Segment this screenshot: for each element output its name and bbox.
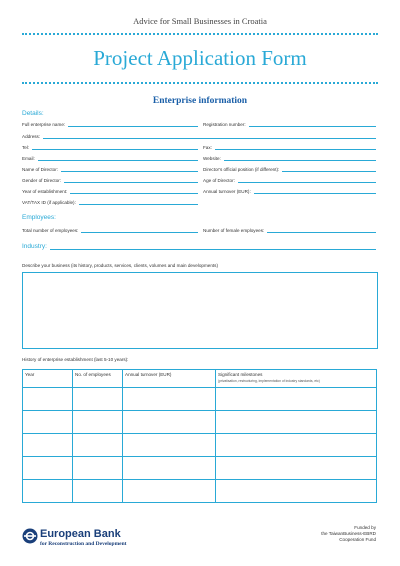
field-female-employees[interactable]: Number of female employees:	[203, 227, 376, 233]
field-line	[68, 121, 198, 127]
table-cell[interactable]	[123, 434, 216, 457]
col-employees: No. of employees	[73, 370, 123, 388]
funder-line-2: Cooperation Fund	[339, 537, 376, 542]
col-turnover: Annual turnover (EUR)	[123, 370, 216, 388]
field-line	[38, 155, 198, 161]
field-line	[64, 177, 198, 183]
field-line	[79, 199, 198, 205]
funder-line-1: the TaiwanBusiness-EBRD	[321, 531, 376, 536]
field-line	[43, 133, 376, 139]
field-address[interactable]: Address:	[22, 133, 376, 139]
field-director-name[interactable]: Name of Director:	[22, 166, 198, 172]
table-row	[23, 457, 377, 480]
field-line	[282, 166, 376, 172]
field-fax[interactable]: Fax:	[203, 144, 376, 150]
business-description-box[interactable]	[22, 272, 378, 349]
field-tel[interactable]: Tel:	[22, 144, 198, 150]
table-cell[interactable]	[216, 457, 377, 480]
table-header-row	[23, 370, 377, 388]
funding-note	[256, 525, 376, 543]
table-cell[interactable]	[123, 411, 216, 434]
table-cell[interactable]	[123, 480, 216, 503]
field-line	[238, 177, 376, 183]
field-total-employees[interactable]: Total number of employees:	[22, 227, 198, 233]
field-line	[224, 155, 376, 161]
field-line	[32, 144, 198, 150]
field-director-position[interactable]: Director's official position (if different):	[203, 166, 376, 172]
funded-by-label: Funded by	[354, 525, 376, 530]
field-line	[61, 166, 198, 172]
table-cell[interactable]	[73, 411, 123, 434]
col-milestones: Significant milestones (privatisation, restructuring, implementation of industry standards, etc)	[216, 370, 377, 388]
table-cell[interactable]	[23, 388, 73, 411]
table-cell[interactable]	[216, 388, 377, 411]
field-line	[215, 144, 376, 150]
history-label: History of enterprise establishment (last 5-10 years):	[22, 357, 129, 362]
field-line	[70, 188, 198, 194]
field-vat-id[interactable]: VAT/TAX ID (if applicable):	[22, 199, 198, 205]
bank-name: European Bank	[40, 528, 121, 540]
page-title: Project Application Form	[93, 46, 307, 70]
field-full-name[interactable]: Full enterprise name:	[22, 121, 198, 127]
field-line	[50, 244, 376, 250]
ebrd-logo-icon	[22, 527, 38, 545]
table-cell[interactable]	[73, 388, 123, 411]
table-cell[interactable]	[123, 388, 216, 411]
table-cell[interactable]	[73, 480, 123, 503]
field-line	[81, 227, 198, 233]
table-cell[interactable]	[23, 480, 73, 503]
bank-subtitle: for Reconstruction and Development	[40, 541, 127, 547]
table-row	[23, 411, 377, 434]
field-director-age[interactable]: Age of Director:	[203, 177, 376, 183]
history-table	[22, 369, 377, 503]
field-year-established[interactable]: Year of establishment:	[22, 188, 198, 194]
table-cell[interactable]	[23, 434, 73, 457]
field-industry[interactable]: Industry:	[22, 243, 376, 250]
section-subtitle: Enterprise information	[152, 96, 248, 106]
business-description-label: Describe your business (its history, products, services, clients, volumes and main developments)	[22, 263, 218, 268]
divider-bottom	[22, 82, 378, 84]
table-row	[23, 480, 377, 503]
table-cell[interactable]	[73, 457, 123, 480]
table-cell[interactable]	[123, 457, 216, 480]
field-website[interactable]: Website:	[203, 155, 376, 161]
field-line	[267, 227, 376, 233]
table-cell[interactable]	[73, 434, 123, 457]
table-cell[interactable]	[216, 411, 377, 434]
header-advice: Advice for Small Businesses in Croatia	[133, 16, 267, 26]
field-line	[254, 188, 376, 194]
field-director-gender[interactable]: Gender of Director:	[22, 177, 198, 183]
field-registration-number[interactable]: Registration number:	[203, 121, 376, 127]
col-year: Year	[23, 370, 73, 388]
employees-heading: Employees:	[22, 214, 56, 221]
table-cell[interactable]	[216, 434, 377, 457]
table-cell[interactable]	[216, 480, 377, 503]
field-line	[249, 121, 376, 127]
milestones-note: (privatisation, restructuring, implementation of industry standards, etc)	[218, 379, 320, 383]
field-annual-turnover[interactable]: Annual turnover (EUR):	[203, 188, 376, 194]
table-row	[23, 388, 377, 411]
table-cell[interactable]	[23, 457, 73, 480]
table-row	[23, 434, 377, 457]
details-heading: Details:	[22, 110, 44, 117]
field-email[interactable]: Email:	[22, 155, 198, 161]
table-cell[interactable]	[23, 411, 73, 434]
divider-top	[22, 33, 378, 35]
